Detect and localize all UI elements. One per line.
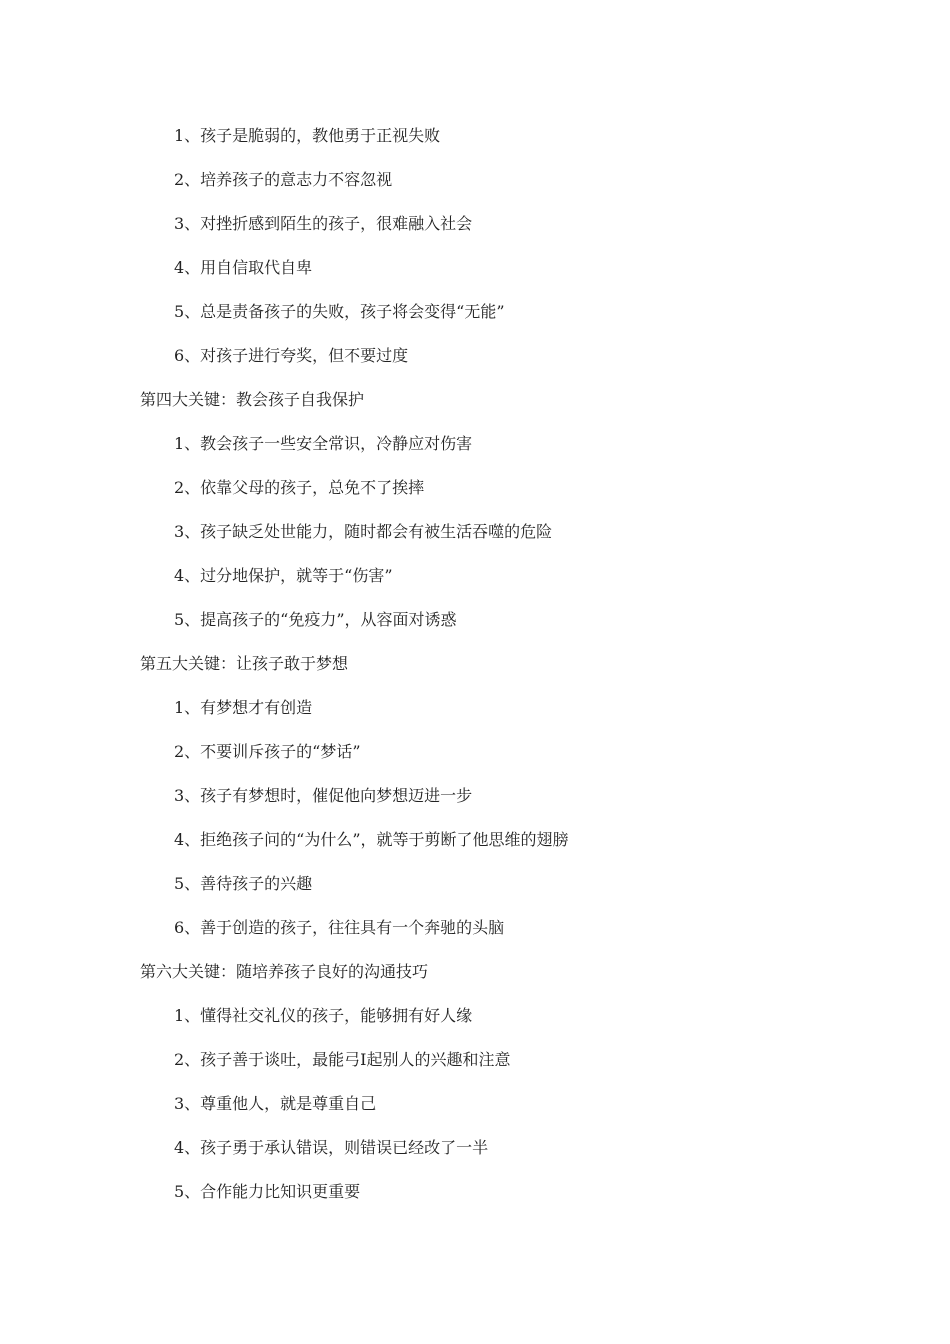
list-item: 5、合作能力比知识更重要 — [174, 1182, 361, 1201]
list-item: 2、依靠父母的孩子，总免不了挨摔 — [174, 478, 425, 497]
list-item: 6、对孩子进行夸奖，但不要过度 — [174, 346, 409, 365]
section-heading: 第六大关键：随培养孩子良好的沟通技巧 — [140, 962, 429, 981]
list-item: 3、孩子有梦想时，催促他向梦想迈进一步 — [174, 786, 473, 805]
list-item: 1、懂得社交礼仪的孩子，能够拥有好人缘 — [174, 1006, 473, 1025]
list-item: 1、孩子是脆弱的，教他勇于正视失败 — [174, 126, 441, 145]
document-body — [0, 114, 950, 1214]
section-heading: 第五大关键：让孩子敢于梦想 — [140, 654, 349, 673]
list-item: 6、善于创造的孩子，往往具有一个奔驰的头脑 — [174, 918, 505, 937]
list-item: 2、孩子善于谈吐，最能弓I起别人的兴趣和注意 — [174, 1050, 511, 1069]
list-item: 5、总是责备孩子的失败，孩子将会变得“无能” — [174, 302, 505, 321]
list-item: 2、不要训斥孩子的“梦话” — [174, 742, 361, 761]
list-item: 4、拒绝孩子问的“为什么”，就等于剪断了他思维的翅膀 — [174, 830, 569, 849]
list-item: 3、尊重他人，就是尊重自己 — [174, 1094, 377, 1113]
list-item: 4、过分地保护，就等于“伤害” — [174, 566, 393, 585]
list-item: 4、用自信取代自卑 — [174, 258, 313, 277]
list-item: 5、善待孩子的兴趣 — [174, 874, 313, 893]
section-heading: 第四大关键：教会孩子自我保护 — [140, 390, 365, 409]
list-item: 4、孩子勇于承认错误，则错误已经改了一半 — [174, 1138, 489, 1157]
list-item: 1、教会孩子一些安全常识，冷静应对伤害 — [174, 434, 473, 453]
list-item: 5、提高孩子的“免疫力”，从容面对诱惑 — [174, 610, 457, 629]
list-item: 1、有梦想才有创造 — [174, 698, 313, 717]
list-item: 3、对挫折感到陌生的孩子，很难融入社会 — [174, 214, 473, 233]
list-item: 2、培养孩子的意志力不容忽视 — [174, 170, 393, 189]
list-item: 3、孩子缺乏处世能力，随时都会有被生活吞噬的危险 — [174, 522, 553, 541]
